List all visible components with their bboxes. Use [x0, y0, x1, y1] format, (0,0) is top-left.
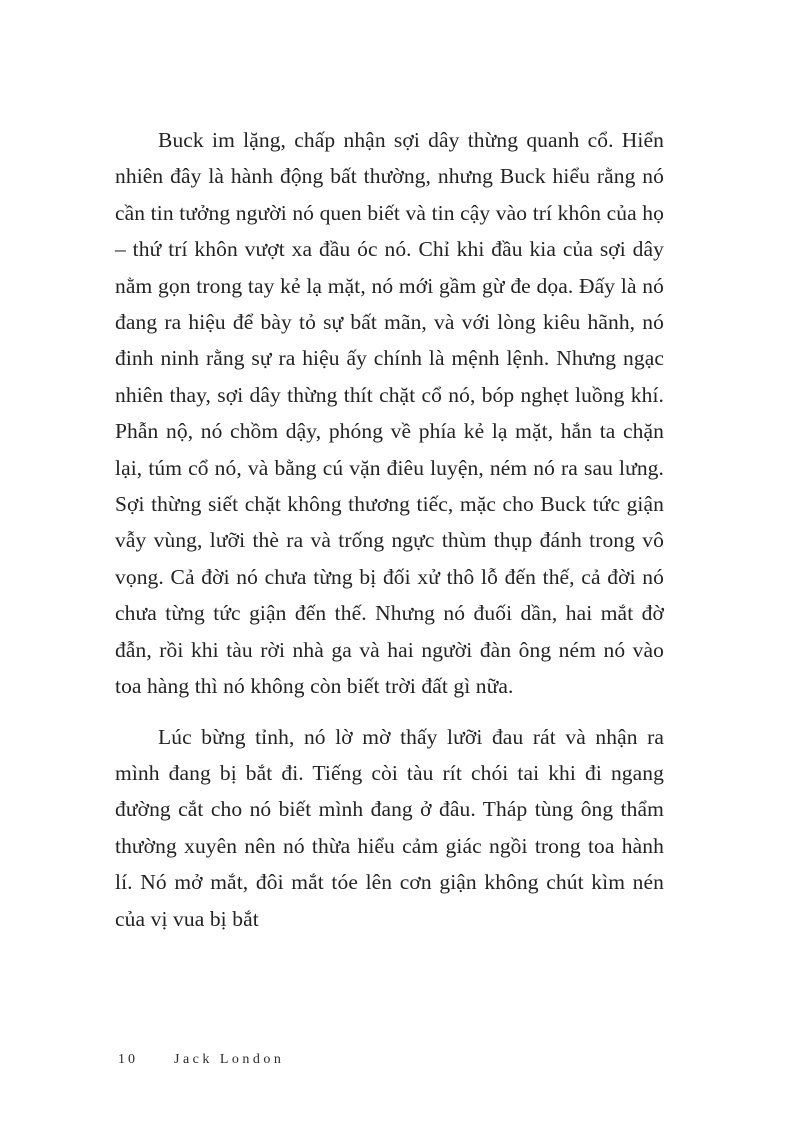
- paragraph: Buck im lặng, chấp nhận sợi dây thừng quanh cổ. Hiển nhiên đây là hành động bất thường, nhưng Buck hiểu rằng nó cần tin tưởng người nó quen biết và tin cậy vào trí khôn của họ – thứ trí khôn vượt xa đầu óc nó. Chỉ khi đầu kia của sợi dây nằm gọn trong tay kẻ lạ mặt, nó mới gầm gừ đe dọa. Đấy là nó đang ra hiệu để bày tỏ sự bất mãn, và với lòng kiêu hãnh, nó đinh ninh rằng sự ra hiệu ấy chính là mệnh lệnh. Nhưng ngạc nhiên thay, sợi dây thừng thít chặt cổ nó, bóp nghẹt luồng khí. Phẫn nộ, nó chồm dậy, phóng về phía kẻ lạ mặt, hắn ta chặn lại, túm cổ nó, và bằng cú vặn điêu luyện, ném nó ra sau lưng. Sợi thừng siết chặt không thương tiếc, mặc cho Buck tức giận vẫy vùng, lưỡi thè ra và trống ngực thùm thụp đánh trong vô vọng. Cả đời nó chưa từng bị đối xử thô lỗ đến thế, cả đời nó chưa từng tức giận đến thế. Nhưng nó đuối dần, hai mắt đờ đẫn, rồi khi tàu rời nhà ga và hai người đàn ông ném nó vào toa hàng thì nó không còn biết trời đất gì nữa.: [115, 128, 664, 699]
- paragraph: Lúc bừng tỉnh, nó lờ mờ thấy lưỡi đau rát và nhận ra mình đang bị bắt đi. Tiếng còi tàu rít chói tai khi đi ngang đường cắt cho nó biết mình đang ở đâu. Tháp tùng ông thẩm thường xuyên nên nó thừa hiểu cảm giác ngồi trong toa hành lí. Nó mở mắt, đôi mắt tóe lên cơn giận không chút kìm nén của vị vua bị bắt: [115, 724, 664, 931]
- body-text: [115, 122, 664, 937]
- running-footer-author: Jack London: [174, 1052, 285, 1067]
- page-footer: [118, 1052, 284, 1068]
- page-number: 10: [118, 1052, 138, 1067]
